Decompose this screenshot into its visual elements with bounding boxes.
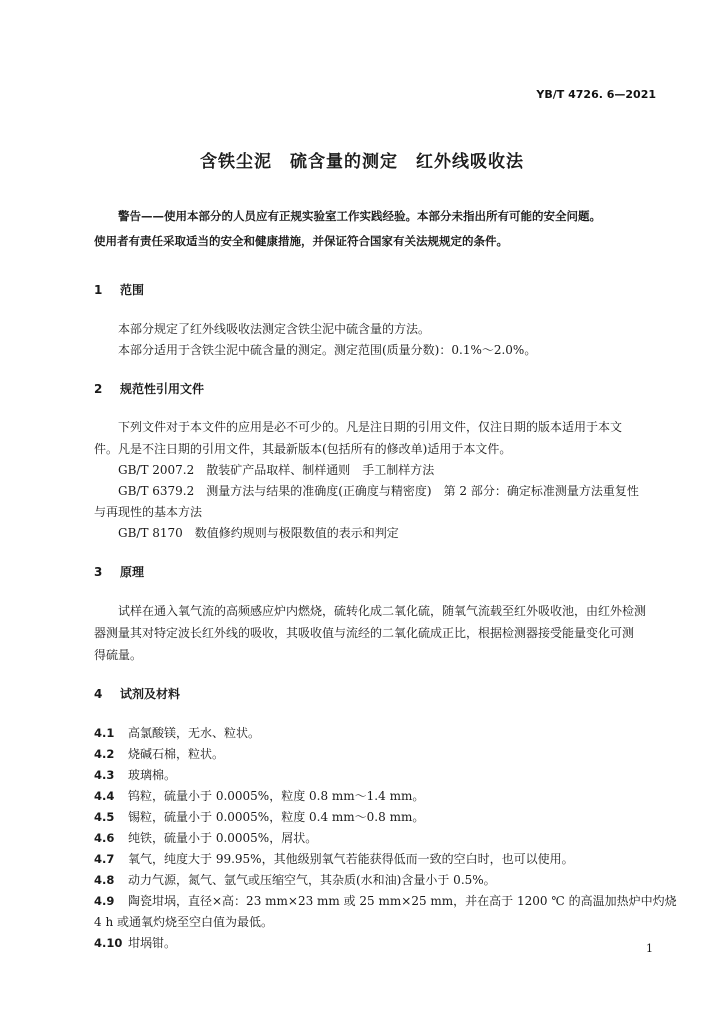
- reagent-item: [94, 766, 176, 783]
- principle-line-2: 器测量其对特定波长红外线的吸收，其吸收值与流经的二氧化硫成正比，根据检测器接受能量变化可测: [94, 626, 635, 640]
- reagent-text: 钨粒，硫量小于 0.0005%，粒度 0.8 mm～1.4 mm。: [128, 789, 425, 803]
- reagent-number: 4.3: [94, 768, 115, 782]
- reagent-number: 4.2: [94, 747, 115, 761]
- reagent-text: 高氯酸镁，无水、粒状。: [128, 726, 261, 740]
- principle-line-3: 得硫量。: [94, 648, 143, 662]
- reagent-text: 锡粒，硫量小于 0.0005%，粒度 0.4 mm～0.8 mm。: [128, 810, 425, 824]
- reagent-number: 4.9: [94, 894, 115, 908]
- reagent-number: 4.6: [94, 831, 115, 845]
- reagent-number: 4.8: [94, 873, 115, 887]
- reagent-text: 纯铁，硫量小于 0.0005%，屑状。: [128, 831, 318, 845]
- reagent-item: [94, 934, 176, 951]
- section-number: 4: [94, 687, 103, 701]
- reagent-number: 4.7: [94, 852, 115, 866]
- normative-intro-line-2: 件。凡是不注日期的引用文件，其最新版本(包括所有的修改单)适用于本文件。: [94, 442, 512, 456]
- reagent-number: 4.4: [94, 789, 115, 803]
- reagent-item: [94, 850, 574, 867]
- reagent-item: [94, 787, 424, 804]
- reference-gb-t-8170: GB/T 8170 数值修约规则与极限数值的表示和判定: [118, 526, 399, 540]
- reference-gb-t-6379-2-cont: 与再现性的基本方法: [94, 505, 203, 519]
- section-2-heading: [94, 380, 204, 397]
- reagent-text: 坩埚钳。: [128, 936, 177, 950]
- section-title: 试剂及材料: [120, 687, 181, 701]
- reagent-item: [94, 871, 496, 888]
- normative-intro-line-1: 下列文件对于本文件的应用是必不可少的。凡是注日期的引用文件，仅注日期的版本适用于本文: [118, 420, 623, 434]
- section-title: 规范性引用文件: [120, 382, 205, 396]
- section-number: 2: [94, 382, 103, 396]
- reagent-item: [94, 745, 224, 762]
- reagent-item: [94, 829, 317, 846]
- reagent-text: 陶瓷坩埚，直径×高：23 mm×23 mm 或 25 mm×25 mm，并在高于 1200 ℃ 的高温加热炉中灼烧: [128, 894, 677, 908]
- section-title: 范围: [120, 283, 145, 297]
- section-4-heading: [94, 685, 180, 702]
- reagent-number: 4.5: [94, 810, 115, 824]
- reagent-item: [94, 808, 424, 825]
- warning-line-1: 警告——使用本部分的人员应有正规实验室工作实践经验。本部分未指出所有可能的安全问题。: [118, 209, 601, 223]
- reagent-item: [94, 724, 260, 741]
- section-number: 3: [94, 565, 103, 579]
- reagent-text: 烧碱石棉，粒状。: [128, 747, 225, 761]
- reference-gb-t-2007-2: GB/T 2007.2 散装矿产品取样、制样通则 手工制样方法: [118, 463, 435, 477]
- section-title: 原理: [120, 565, 145, 579]
- reference-gb-t-6379-2: GB/T 6379.2 测量方法与结果的准确度(正确度与精密度) 第 2 部分：确定标准测量方法重复性: [118, 484, 639, 498]
- warning-line-2: 使用者有责任采取适当的安全和健康措施，并保证符合国家有关法规规定的条件。: [94, 234, 508, 248]
- page-number: 1: [646, 942, 653, 955]
- document-title: 含铁尘泥 硫含量的测定 红外线吸收法: [200, 152, 524, 172]
- reagent-text: 玻璃棉。: [128, 768, 177, 782]
- reagent-number: 4.1: [94, 726, 115, 740]
- reagent-text: 动力气源，氮气、氩气或压缩空气，其杂质(水和油)含量小于 0.5%。: [128, 873, 496, 887]
- section-1-heading: [94, 281, 144, 298]
- standard-code: YB/T 4726. 6—2021: [536, 88, 656, 101]
- reagent-number: 4.10: [94, 936, 123, 950]
- section-number: 1: [94, 283, 103, 297]
- reagent-text: 氧气，纯度大于 99.95%，其他级别氧气若能获得低而一致的空白时，也可以使用。: [128, 852, 574, 866]
- reagent-item: [94, 892, 677, 909]
- scope-line-2: 本部分适用于含铁尘泥中硫含量的测定。测定范围(质量分数)：0.1%～2.0%。: [118, 343, 537, 357]
- section-3-heading: [94, 563, 144, 580]
- scope-line-1: 本部分规定了红外线吸收法测定含铁尘泥中硫含量的方法。: [118, 322, 431, 336]
- reagent-item-continuation: 4 h 或通氧灼烧至空白值为最低。: [94, 915, 273, 929]
- principle-line-1: 试样在通入氧气流的高频感应炉内燃烧，硫转化成二氧化硫，随氧气流载至红外吸收池，由红外检测: [118, 604, 647, 618]
